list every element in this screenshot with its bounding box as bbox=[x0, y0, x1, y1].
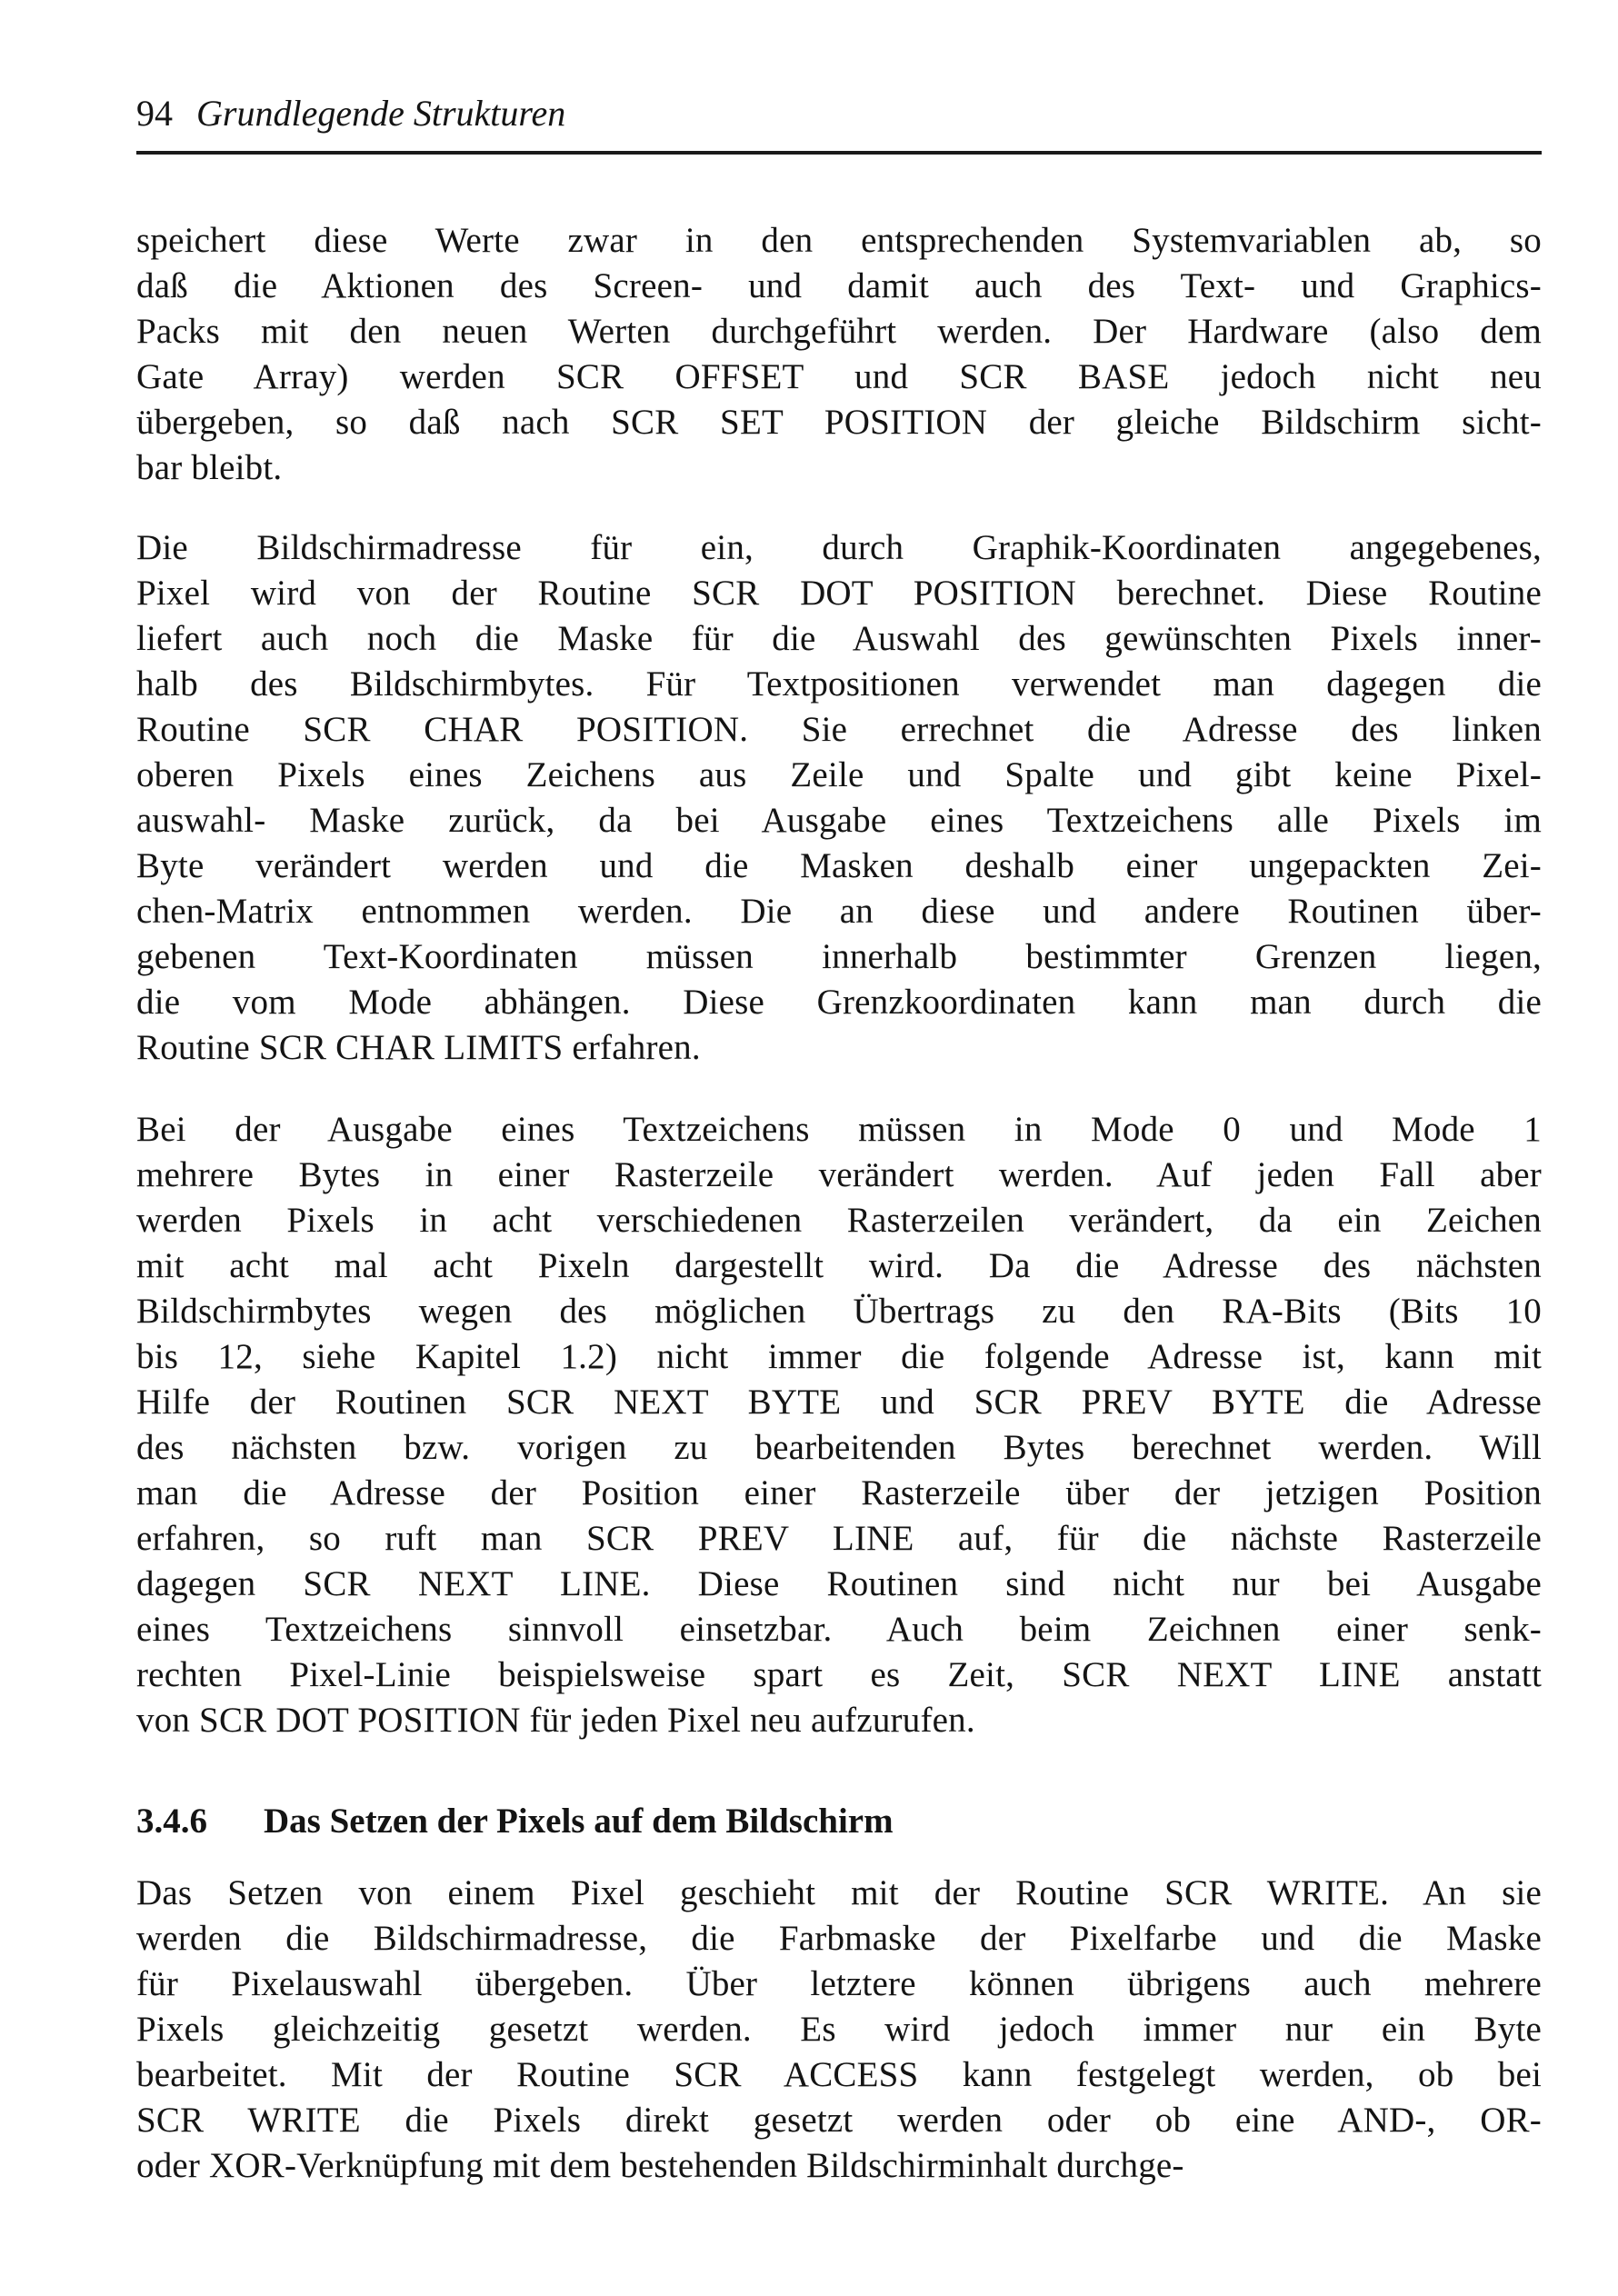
text-line: auswahl- Maske zurück, da bei Ausgabe eines Textzeichens alle Pixels im bbox=[136, 801, 1542, 840]
page-number: 94 bbox=[136, 93, 173, 134]
text-line: halb des Bildschirmbytes. Für Textpositionen verwendet man dagegen die bbox=[136, 664, 1542, 704]
text-line: SCR WRITE die Pixels direkt gesetzt werden oder ob eine AND-, OR- bbox=[136, 2101, 1542, 2140]
running-head bbox=[136, 91, 565, 136]
text-line: oberen Pixels eines Zeichens aus Zeile und Spalte und gibt keine Pixel- bbox=[136, 755, 1542, 794]
paragraph bbox=[136, 1871, 1542, 2189]
paragraph bbox=[136, 218, 1542, 491]
text-line: die vom Mode abhängen. Diese Grenzkoordinaten kann man durch die bbox=[136, 983, 1542, 1022]
text-line: Das Setzen von einem Pixel geschieht mit der Routine SCR WRITE. An sie bbox=[136, 1873, 1542, 1912]
text-line: Pixels gleichzeitig gesetzt werden. Es wird jedoch immer nur ein Byte bbox=[136, 2010, 1542, 2049]
text-line: gebenen Text-Koordinaten müssen innerhalb bestimmter Grenzen liegen, bbox=[136, 937, 1542, 976]
text-line: Pixel wird von der Routine SCR DOT POSITION berechnet. Diese Routine bbox=[136, 574, 1542, 613]
section-title: Das Setzen der Pixels auf dem Bildschirm bbox=[264, 1802, 894, 1841]
book-page bbox=[136, 0, 1542, 2296]
text-line: werden die Bildschirmadresse, die Farbmaske der Pixelfarbe und die Maske bbox=[136, 1919, 1542, 1958]
paragraph bbox=[136, 1107, 1542, 1743]
text-line: Bildschirmbytes wegen des möglichen Übertrags zu den RA-Bits (Bits 10 bbox=[136, 1292, 1542, 1331]
text-line: werden Pixels in acht verschiedenen Rasterzeilen verändert, da ein Zeichen bbox=[136, 1201, 1542, 1240]
section-heading bbox=[136, 1798, 894, 1845]
text-line: für Pixelauswahl übergeben. Über letztere können übrigens auch mehrere bbox=[136, 1964, 1542, 2003]
text-line: Byte verändert werden und die Masken deshalb einer ungepackten Zei- bbox=[136, 846, 1542, 885]
text-line: Die Bildschirmadresse für ein, durch Graphik-Koordinaten angegebenes, bbox=[136, 528, 1542, 567]
text-line: mehrere Bytes in einer Rasterzeile verändert werden. Auf jeden Fall aber bbox=[136, 1155, 1542, 1194]
text-line: speichert diese Werte zwar in den entsprechenden Systemvariablen ab, so bbox=[136, 221, 1542, 260]
header-rule bbox=[136, 151, 1542, 155]
text-line: des nächsten bzw. vorigen zu bearbeitenden Bytes berechnet werden. Will bbox=[136, 1428, 1542, 1467]
section-number: 3.4.6 bbox=[136, 1802, 207, 1841]
paragraph bbox=[136, 525, 1542, 1071]
text-line: Hilfe der Routinen SCR NEXT BYTE und SCR PREV BYTE die Adresse bbox=[136, 1383, 1542, 1422]
text-line: mit acht mal acht Pixeln dargestellt wird. Da die Adresse des nächsten bbox=[136, 1246, 1542, 1285]
text-line: Bei der Ausgabe eines Textzeichens müssen in Mode 0 und Mode 1 bbox=[136, 1110, 1542, 1149]
running-title: Grundlegende Strukturen bbox=[196, 93, 566, 134]
text-line: rechten Pixel-Linie beispielsweise spart es Zeit, SCR NEXT LINE anstatt bbox=[136, 1655, 1542, 1694]
text-line: erfahren, so ruft man SCR PREV LINE auf, für die nächste Rasterzeile bbox=[136, 1519, 1542, 1558]
text-line: bearbeitet. Mit der Routine SCR ACCESS kann festgelegt werden, ob bei bbox=[136, 2055, 1542, 2094]
text-line: bar bleibt. bbox=[136, 448, 283, 487]
text-line: eines Textzeichens sinnvoll einsetzbar. Auch beim Zeichnen einer senk- bbox=[136, 1610, 1542, 1649]
text-line: Routine SCR CHAR POSITION. Sie errechnet die Adresse des linken bbox=[136, 710, 1542, 749]
text-line: liefert auch noch die Maske für die Auswahl des gewünschten Pixels inner- bbox=[136, 619, 1542, 658]
text-line: daß die Aktionen des Screen- und damit auch des Text- und Graphics- bbox=[136, 266, 1542, 305]
text-line: dagegen SCR NEXT LINE. Diese Routinen sind nicht nur bei Ausgabe bbox=[136, 1564, 1542, 1603]
text-line: Routine SCR CHAR LIMITS erfahren. bbox=[136, 1028, 701, 1067]
text-line: chen-Matrix entnommen werden. Die an diese und andere Routinen über- bbox=[136, 892, 1542, 931]
text-line: Packs mit den neuen Werten durchgeführt werden. Der Hardware (also dem bbox=[136, 312, 1542, 351]
text-line: man die Adresse der Position einer Rasterzeile über der jetzigen Position bbox=[136, 1473, 1542, 1512]
text-line: oder XOR-Verknüpfung mit dem bestehenden Bildschirminhalt durchge- bbox=[136, 2146, 1184, 2185]
text-line: von SCR DOT POSITION für jeden Pixel neu aufzurufen. bbox=[136, 1701, 975, 1740]
text-line: Gate Array) werden SCR OFFSET und SCR BASE jedoch nicht neu bbox=[136, 357, 1542, 396]
text-line: bis 12, siehe Kapitel 1.2) nicht immer die folgende Adresse ist, kann mit bbox=[136, 1337, 1542, 1376]
text-line: übergeben, so daß nach SCR SET POSITION der gleiche Bildschirm sicht- bbox=[136, 403, 1542, 442]
